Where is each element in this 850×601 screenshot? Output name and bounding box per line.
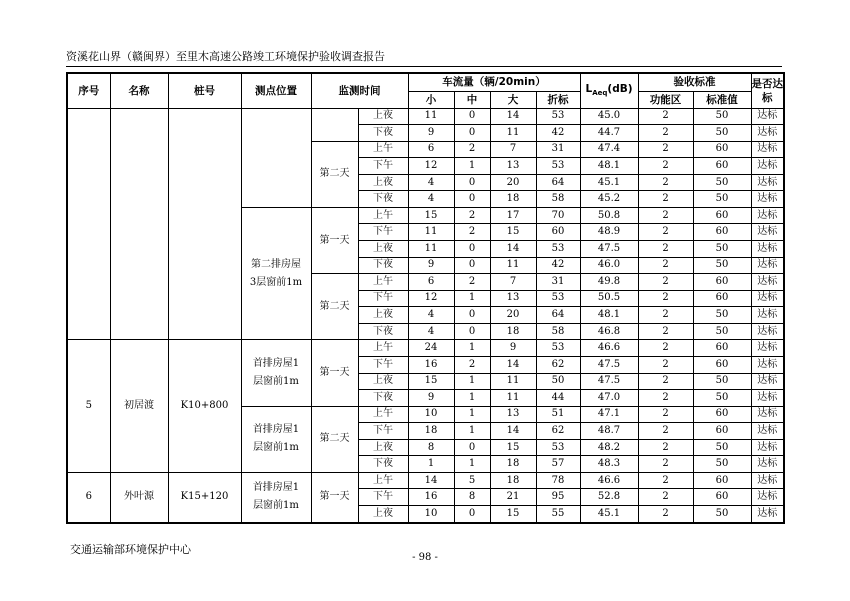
cell-equiv: 62 — [536, 356, 580, 373]
cell-medium: 1 — [454, 290, 490, 307]
cell-std: 60 — [693, 406, 751, 423]
cell-medium: 1 — [454, 456, 490, 473]
cell-zone: 2 — [638, 191, 693, 208]
cell-point-line: 首排房屋1 — [252, 424, 300, 436]
cell-day: 第二天 — [311, 406, 358, 472]
cell-std: 50 — [693, 390, 751, 407]
cell-zone: 2 — [638, 108, 693, 125]
cell-std: 50 — [693, 373, 751, 390]
cell-small: 11 — [408, 108, 454, 125]
cell-large: 14 — [490, 356, 536, 373]
cell-laeq: 48.2 — [580, 439, 638, 456]
cell-laeq: 44.7 — [580, 125, 638, 142]
cell-medium: 0 — [454, 307, 490, 324]
header-station: 桩号 — [168, 73, 241, 108]
cell-pass: 达标 — [751, 207, 784, 224]
cell-medium: 1 — [454, 406, 490, 423]
cell-pass: 达标 — [751, 506, 784, 524]
cell-pass: 达标 — [751, 340, 784, 357]
cell-small: 8 — [408, 439, 454, 456]
cell-large: 7 — [490, 274, 536, 291]
cell-medium: 2 — [454, 274, 490, 291]
cell-std: 50 — [693, 323, 751, 340]
cell-large: 21 — [490, 489, 536, 506]
cell-medium: 2 — [454, 141, 490, 158]
cell-laeq: 45.2 — [580, 191, 638, 208]
cell-equiv: 62 — [536, 423, 580, 440]
cell-std: 60 — [693, 356, 751, 373]
cell-point — [241, 406, 311, 472]
cell-std: 60 — [693, 141, 751, 158]
cell-period: 上午 — [358, 472, 408, 489]
cell-std: 50 — [693, 439, 751, 456]
cell-seq — [67, 108, 110, 340]
cell-pass: 达标 — [751, 224, 784, 241]
cell-period: 下午 — [358, 423, 408, 440]
cell-laeq: 46.8 — [580, 323, 638, 340]
cell-zone: 2 — [638, 207, 693, 224]
cell-small: 16 — [408, 356, 454, 373]
header-rule — [66, 66, 782, 67]
header-point: 测点位置 — [241, 73, 311, 108]
cell-equiv: 58 — [536, 191, 580, 208]
cell-large: 14 — [490, 423, 536, 440]
cell-zone: 2 — [638, 323, 693, 340]
cell-large: 20 — [490, 307, 536, 324]
cell-laeq: 47.5 — [580, 373, 638, 390]
cell-std: 60 — [693, 224, 751, 241]
cell-pass: 达标 — [751, 472, 784, 489]
cell-zone: 2 — [638, 274, 693, 291]
cell-medium: 2 — [454, 224, 490, 241]
cell-zone: 2 — [638, 373, 693, 390]
cell-equiv: 31 — [536, 141, 580, 158]
cell-medium: 1 — [454, 390, 490, 407]
cell-equiv: 57 — [536, 456, 580, 473]
cell-medium: 2 — [454, 356, 490, 373]
header-std-value: 标准值 — [693, 91, 751, 108]
table-row — [67, 108, 784, 125]
cell-medium: 0 — [454, 191, 490, 208]
cell-seq: 6 — [67, 472, 110, 523]
cell-laeq: 48.3 — [580, 456, 638, 473]
cell-point-line: 3层窗前1m — [249, 276, 303, 288]
cell-zone: 2 — [638, 423, 693, 440]
header-seq: 序号 — [67, 73, 110, 108]
cell-day: 第二天 — [311, 274, 358, 340]
cell-std: 60 — [693, 274, 751, 291]
cell-std: 50 — [693, 257, 751, 274]
table-row — [67, 472, 784, 489]
cell-zone: 2 — [638, 406, 693, 423]
cell-medium: 0 — [454, 323, 490, 340]
cell-std: 60 — [693, 489, 751, 506]
cell-equiv: 53 — [536, 241, 580, 258]
header-zone: 功能区 — [638, 91, 693, 108]
cell-laeq: 46.6 — [580, 472, 638, 489]
cell-medium: 1 — [454, 373, 490, 390]
cell-pass: 达标 — [751, 257, 784, 274]
cell-medium: 1 — [454, 158, 490, 175]
cell-laeq: 49.8 — [580, 274, 638, 291]
cell-equiv: 70 — [536, 207, 580, 224]
cell-pass: 达标 — [751, 390, 784, 407]
cell-pass: 达标 — [751, 241, 784, 258]
cell-std: 50 — [693, 241, 751, 258]
cell-equiv: 31 — [536, 274, 580, 291]
cell-small: 1 — [408, 456, 454, 473]
cell-medium: 0 — [454, 439, 490, 456]
cell-large: 15 — [490, 439, 536, 456]
cell-period: 下夜 — [358, 125, 408, 142]
cell-small: 4 — [408, 323, 454, 340]
cell-pass: 达标 — [751, 141, 784, 158]
cell-zone: 2 — [638, 158, 693, 175]
cell-medium: 0 — [454, 241, 490, 258]
cell-pass: 达标 — [751, 356, 784, 373]
cell-std: 50 — [693, 456, 751, 473]
cell-equiv: 53 — [536, 108, 580, 125]
cell-zone: 2 — [638, 340, 693, 357]
cell-std: 60 — [693, 423, 751, 440]
cell-point — [241, 108, 311, 207]
cell-pass: 达标 — [751, 423, 784, 440]
cell-large: 18 — [490, 191, 536, 208]
cell-small: 15 — [408, 207, 454, 224]
cell-point-line: 首排房屋1 — [252, 358, 300, 369]
cell-small: 9 — [408, 125, 454, 142]
cell-zone: 2 — [638, 224, 693, 241]
cell-equiv: 42 — [536, 125, 580, 142]
cell-small: 12 — [408, 290, 454, 307]
cell-pass: 达标 — [751, 274, 784, 291]
cell-point-line: 首排房屋1 — [252, 482, 300, 494]
cell-laeq: 47.5 — [580, 241, 638, 258]
cell-period: 上午 — [358, 274, 408, 291]
cell-equiv: 53 — [536, 290, 580, 307]
cell-small: 9 — [408, 257, 454, 274]
footer-org: 交通运输部环境保护中心 — [70, 543, 191, 556]
cell-laeq: 46.6 — [580, 340, 638, 357]
cell-equiv: 50 — [536, 373, 580, 390]
header-equiv: 折标 — [536, 91, 580, 108]
header-name: 名称 — [110, 73, 168, 108]
cell-period: 上夜 — [358, 108, 408, 125]
cell-medium: 0 — [454, 125, 490, 142]
cell-day: 第一天 — [311, 207, 358, 273]
cell-std: 60 — [693, 158, 751, 175]
header-traffic: 车流量（辆/20min） — [408, 73, 580, 91]
cell-large: 14 — [490, 241, 536, 258]
cell-large: 7 — [490, 141, 536, 158]
cell-small: 6 — [408, 141, 454, 158]
cell-medium: 5 — [454, 472, 490, 489]
cell-large: 11 — [490, 373, 536, 390]
cell-medium: 2 — [454, 207, 490, 224]
cell-large: 13 — [490, 290, 536, 307]
cell-small: 11 — [408, 224, 454, 241]
cell-medium: 1 — [454, 340, 490, 357]
cell-equiv: 95 — [536, 489, 580, 506]
cell-std: 50 — [693, 174, 751, 191]
cell-period: 下夜 — [358, 323, 408, 340]
cell-large: 18 — [490, 323, 536, 340]
cell-laeq: 46.0 — [580, 257, 638, 274]
table-row — [67, 340, 784, 357]
cell-small: 24 — [408, 340, 454, 357]
cell-medium: 8 — [454, 489, 490, 506]
cell-laeq: 45.1 — [580, 174, 638, 191]
cell-pass: 达标 — [751, 158, 784, 175]
cell-laeq: 48.1 — [580, 158, 638, 175]
cell-zone: 2 — [638, 439, 693, 456]
cell-std: 50 — [693, 506, 751, 524]
cell-zone: 2 — [638, 489, 693, 506]
cell-std: 50 — [693, 191, 751, 208]
cell-point-line: 层窗前1m — [253, 500, 299, 512]
cell-zone: 2 — [638, 307, 693, 324]
cell-day: 第一天 — [311, 472, 358, 523]
cell-pass: 达标 — [751, 290, 784, 307]
cell-zone: 2 — [638, 506, 693, 524]
cell-zone: 2 — [638, 141, 693, 158]
cell-pass: 达标 — [751, 191, 784, 208]
cell-large: 13 — [490, 406, 536, 423]
cell-std: 50 — [693, 125, 751, 142]
cell-small: 10 — [408, 506, 454, 524]
cell-point-line: 层窗前1m — [253, 376, 299, 387]
cell-laeq: 47.1 — [580, 406, 638, 423]
cell-equiv: 53 — [536, 158, 580, 175]
cell-seq: 5 — [67, 340, 110, 473]
cell-period: 上夜 — [358, 241, 408, 258]
cell-equiv: 58 — [536, 323, 580, 340]
cell-medium: 0 — [454, 108, 490, 125]
header-laeq: $L_{Aeq}(dB)$ — [580, 73, 638, 108]
cell-point-line: 第二排房屋 — [251, 258, 301, 270]
cell-equiv: 51 — [536, 406, 580, 423]
cell-large: 20 — [490, 174, 536, 191]
cell-pass: 达标 — [751, 323, 784, 340]
cell-large: 15 — [490, 224, 536, 241]
cell-large: 14 — [490, 108, 536, 125]
cell-laeq: 52.8 — [580, 489, 638, 506]
cell-pass: 达标 — [751, 125, 784, 142]
cell-std: 60 — [693, 340, 751, 357]
cell-point — [241, 472, 311, 523]
cell-laeq: 48.9 — [580, 224, 638, 241]
cell-medium: 0 — [454, 506, 490, 524]
header-time: 监测时间 — [311, 73, 408, 108]
cell-pass: 达标 — [751, 174, 784, 191]
cell-small: 12 — [408, 158, 454, 175]
cell-day: 第一天 — [311, 340, 358, 406]
cell-period: 上夜 — [358, 506, 408, 524]
cell-small: 15 — [408, 373, 454, 390]
header-small: 小 — [408, 91, 454, 108]
cell-zone: 2 — [638, 356, 693, 373]
cell-name — [110, 108, 168, 340]
cell-std: 60 — [693, 472, 751, 489]
cell-equiv: 53 — [536, 439, 580, 456]
cell-laeq: 50.5 — [580, 290, 638, 307]
cell-equiv: 60 — [536, 224, 580, 241]
cell-equiv: 42 — [536, 257, 580, 274]
cell-zone: 2 — [638, 290, 693, 307]
cell-medium: 0 — [454, 257, 490, 274]
cell-name: 初居渡 — [110, 340, 168, 473]
cell-laeq: 47.5 — [580, 356, 638, 373]
cell-pass: 达标 — [751, 489, 784, 506]
cell-pass: 达标 — [751, 108, 784, 125]
cell-laeq: 50.8 — [580, 207, 638, 224]
cell-laeq: 48.7 — [580, 423, 638, 440]
cell-laeq: 45.0 — [580, 108, 638, 125]
cell-pass: 达标 — [751, 307, 784, 324]
cell-large: 15 — [490, 506, 536, 524]
cell-day — [311, 108, 358, 141]
cell-small: 9 — [408, 390, 454, 407]
header-standard: 验收标准 — [638, 73, 751, 91]
cell-zone: 2 — [638, 174, 693, 191]
monitoring-table — [66, 72, 783, 524]
cell-period: 上夜 — [358, 373, 408, 390]
cell-point-line: 层窗前1m — [253, 442, 299, 454]
cell-period: 上午 — [358, 141, 408, 158]
cell-laeq: 45.1 — [580, 506, 638, 524]
cell-equiv: 55 — [536, 506, 580, 524]
cell-pass: 达标 — [751, 456, 784, 473]
cell-period: 上午 — [358, 406, 408, 423]
cell-name: 外叶源 — [110, 472, 168, 523]
cell-period: 上午 — [358, 207, 408, 224]
cell-period: 下午 — [358, 489, 408, 506]
cell-period: 下午 — [358, 158, 408, 175]
cell-period: 上夜 — [358, 439, 408, 456]
cell-small: 14 — [408, 472, 454, 489]
cell-small: 18 — [408, 423, 454, 440]
cell-large: 18 — [490, 472, 536, 489]
cell-laeq: 47.4 — [580, 141, 638, 158]
cell-period: 下夜 — [358, 456, 408, 473]
cell-std: 60 — [693, 207, 751, 224]
cell-small: 11 — [408, 241, 454, 258]
cell-small: 10 — [408, 406, 454, 423]
cell-large: 11 — [490, 125, 536, 142]
cell-medium: 0 — [454, 174, 490, 191]
cell-small: 16 — [408, 489, 454, 506]
cell-equiv: 44 — [536, 390, 580, 407]
cell-period: 下夜 — [358, 257, 408, 274]
cell-station — [168, 108, 241, 340]
cell-laeq: 47.0 — [580, 390, 638, 407]
cell-medium: 1 — [454, 423, 490, 440]
cell-pass: 达标 — [751, 439, 784, 456]
cell-period: 上夜 — [358, 174, 408, 191]
cell-small: 4 — [408, 191, 454, 208]
cell-equiv: 78 — [536, 472, 580, 489]
cell-large: 11 — [490, 390, 536, 407]
cell-large: 17 — [490, 207, 536, 224]
cell-large: 13 — [490, 158, 536, 175]
cell-std: 50 — [693, 307, 751, 324]
cell-equiv: 64 — [536, 174, 580, 191]
cell-zone: 2 — [638, 241, 693, 258]
cell-zone: 2 — [638, 456, 693, 473]
cell-period: 上午 — [358, 340, 408, 357]
cell-zone: 2 — [638, 257, 693, 274]
cell-equiv: 64 — [536, 307, 580, 324]
cell-small: 4 — [408, 307, 454, 324]
cell-zone: 2 — [638, 472, 693, 489]
header-pass: 是否达标 — [751, 73, 784, 108]
cell-pass: 达标 — [751, 406, 784, 423]
cell-small: 4 — [408, 174, 454, 191]
cell-period: 下午 — [358, 290, 408, 307]
cell-period: 下午 — [358, 356, 408, 373]
cell-station: K10+800 — [168, 340, 241, 473]
cell-large: 18 — [490, 456, 536, 473]
cell-zone: 2 — [638, 125, 693, 142]
cell-period: 下夜 — [358, 390, 408, 407]
table-body — [67, 108, 784, 523]
cell-large: 11 — [490, 257, 536, 274]
cell-station: K15+120 — [168, 472, 241, 523]
cell-small: 6 — [408, 274, 454, 291]
cell-std: 60 — [693, 290, 751, 307]
cell-day: 第二天 — [311, 141, 358, 207]
cell-point — [241, 340, 311, 406]
cell-std: 50 — [693, 108, 751, 125]
cell-period: 下夜 — [358, 191, 408, 208]
cell-equiv: 53 — [536, 340, 580, 357]
cell-period: 下午 — [358, 224, 408, 241]
cell-period: 上夜 — [358, 307, 408, 324]
cell-pass: 达标 — [751, 373, 784, 390]
cell-laeq: 48.1 — [580, 307, 638, 324]
header-large: 大 — [490, 91, 536, 108]
page-number: - 98 - — [412, 552, 438, 563]
cell-zone: 2 — [638, 390, 693, 407]
cell-large: 9 — [490, 340, 536, 357]
report-title: 资溪花山界（赣闽界）至里木高速公路竣工环境保护验收调查报告 — [66, 50, 385, 63]
header-medium: 中 — [454, 91, 490, 108]
cell-point — [241, 207, 311, 340]
